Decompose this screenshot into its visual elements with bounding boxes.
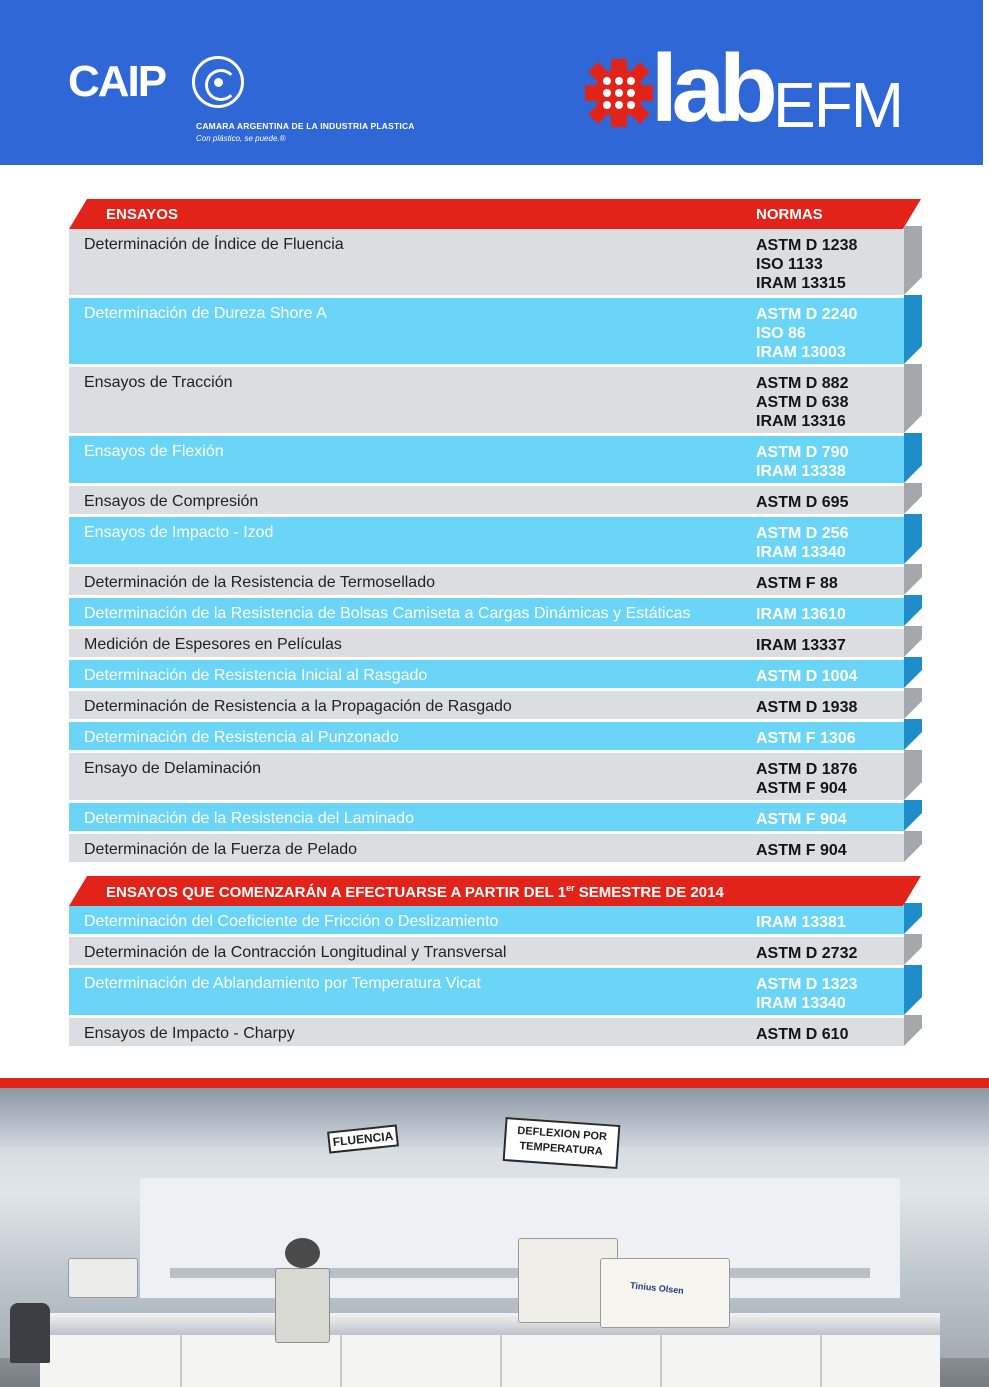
row-normas	[756, 524, 848, 562]
row-3d-side	[904, 800, 922, 831]
row-normas	[756, 605, 846, 624]
lab-text: lab	[651, 35, 772, 142]
norma: ASTM D 695	[756, 494, 849, 511]
gear-dots-icon	[583, 57, 655, 129]
future-heading	[106, 883, 724, 901]
row-ensayo: Determinación de Resistencia al Punzonado	[84, 729, 399, 746]
table-row	[69, 298, 904, 367]
row-ensayo: Determinación de Resistencia Inicial al Rasgado	[84, 667, 428, 684]
caip-name: CAIP	[68, 57, 166, 106]
table-row	[69, 367, 904, 436]
row-3d-side	[904, 595, 922, 626]
norma: ASTM F 88	[756, 575, 838, 592]
norma: IRAM 13316	[756, 413, 846, 430]
row-normas	[756, 975, 857, 1013]
row-ensayo: Medición de Espesores en Películas	[84, 636, 342, 653]
norma: ASTM D 2732	[756, 945, 858, 962]
table-row	[69, 937, 904, 968]
row-ensayo: Ensayo de Delaminación	[84, 760, 261, 777]
cabinet-divider	[500, 1335, 502, 1387]
norma: IRAM 13381	[756, 914, 846, 931]
norma: IRAM 13003	[756, 344, 846, 361]
row-normas	[756, 729, 856, 748]
row-3d-side	[904, 483, 922, 514]
row-ensayo: Determinación de Resistencia a la Propagación de Rasgado	[84, 698, 512, 715]
sign-deflexion-line2: TEMPERATURA	[518, 1140, 604, 1158]
row-normas	[756, 443, 848, 481]
table-row	[69, 660, 904, 691]
row-normas	[756, 944, 857, 963]
efm-text: EFM	[773, 69, 903, 141]
row-3d-side	[904, 831, 922, 862]
row-3d-side	[904, 934, 922, 965]
row-normas	[756, 305, 857, 362]
table-row	[69, 803, 904, 834]
table-row	[69, 968, 904, 1018]
row-ensayo: Ensayos de Compresión	[84, 493, 259, 510]
table-row	[69, 567, 904, 598]
table-row	[69, 753, 904, 803]
row-3d-side	[904, 626, 922, 657]
row-ensayo: Determinación de la Contracción Longitudinal y Transversal	[84, 944, 507, 961]
caip-subtitle: CAMARA ARGENTINA DE LA INDUSTRIA PLASTICA	[196, 121, 415, 131]
row-ensayo: Determinación de Dureza Shore A	[84, 305, 327, 322]
norma: ASTM F 904	[756, 780, 847, 797]
row-ensayo: Ensayos de Tracción	[84, 374, 233, 391]
row-3d-side	[904, 364, 922, 433]
row-ensayo: Determinación de la Fuerza de Pelado	[84, 841, 358, 858]
row-3d-side	[904, 657, 922, 688]
row-normas	[756, 574, 838, 593]
lab-photo	[0, 1088, 989, 1387]
norma: ISO 86	[756, 325, 806, 342]
future-table-header	[69, 876, 904, 906]
row-ensayo: Determinación de la Resistencia del Laminado	[84, 810, 414, 827]
machine-brand: Tinius Olsen	[629, 1280, 685, 1296]
norma: IRAM 13338	[756, 463, 846, 480]
norma: IRAM 13340	[756, 544, 846, 561]
table-row	[69, 629, 904, 660]
row-ensayo: Determinación de la Resistencia de Bolsas Camiseta a Cargas Dinámicas y Estáticas	[84, 605, 691, 622]
row-3d-side	[904, 719, 922, 750]
sign-deflexion-line1: DEFLEXION POR	[516, 1124, 608, 1144]
caip-swirl-icon	[192, 56, 244, 108]
norma: IRAM 13610	[756, 606, 846, 623]
ensayos-table	[69, 199, 904, 865]
row-ensayo: Ensayos de Impacto - Izod	[84, 524, 274, 541]
row-ensayo: Determinación de Índice de Fluencia	[84, 236, 344, 253]
row-3d-side	[904, 433, 922, 483]
norma: ASTM D 1876	[756, 761, 858, 778]
table-row	[69, 906, 904, 937]
row-3d-side	[904, 1015, 922, 1046]
norma: ASTM D 1238	[756, 237, 858, 254]
row-ensayo: Ensayos de Flexión	[84, 443, 224, 460]
norma: ASTM D 2240	[756, 306, 858, 323]
col-normas: NORMAS	[756, 206, 823, 223]
future-ensayos-table	[69, 876, 904, 1049]
row-3d-side	[904, 514, 922, 564]
table-row	[69, 517, 904, 567]
ceiling	[0, 1088, 989, 1148]
row-normas	[756, 760, 857, 798]
norma: ASTM F 904	[756, 811, 847, 828]
row-3d-side	[904, 750, 922, 800]
header	[0, 0, 989, 165]
table-header	[69, 199, 904, 229]
row-normas	[756, 374, 848, 431]
row-normas	[756, 1025, 848, 1044]
lab-chair	[10, 1303, 50, 1363]
row-3d-side	[904, 903, 922, 934]
row-normas	[756, 810, 847, 829]
norma: ASTM D 638	[756, 394, 849, 411]
norma: ASTM F 904	[756, 842, 847, 859]
norma: ASTM D 610	[756, 1026, 849, 1043]
row-3d-side	[904, 295, 922, 364]
row-normas	[756, 667, 857, 686]
table-row	[69, 598, 904, 629]
cabinet-divider	[820, 1335, 822, 1387]
row-ensayo: Ensayos de Impacto - Charpy	[84, 1025, 295, 1042]
table-body	[69, 229, 904, 865]
melt-flow-machine	[275, 1268, 330, 1343]
future-heading-sup: er	[566, 883, 575, 893]
row-ensayo: Determinación de la Resistencia de Termosellado	[84, 574, 435, 591]
sign-fluencia: FLUENCIA	[327, 1124, 399, 1153]
future-heading-pre: ENSAYOS QUE COMENZARÁN A EFECTUARSE A PARTIR DEL 1	[106, 884, 567, 901]
table-row	[69, 436, 904, 486]
row-normas	[756, 493, 848, 512]
table-row	[69, 1018, 904, 1049]
lab-counter	[40, 1313, 940, 1335]
row-3d-side	[904, 564, 922, 595]
norma: IRAM 13315	[756, 275, 846, 292]
norma: ASTM F 1306	[756, 730, 856, 747]
table-row	[69, 486, 904, 517]
row-3d-side	[904, 965, 922, 1015]
row-normas	[756, 236, 857, 293]
cabinet-divider	[340, 1335, 342, 1387]
lab-machine	[68, 1258, 138, 1298]
cabinet-divider	[180, 1335, 182, 1387]
norma: ISO 1133	[756, 256, 823, 273]
row-ensayo: Determinación de Ablandamiento por Temperatura Vicat	[84, 975, 481, 992]
row-normas	[756, 841, 847, 860]
norma: ASTM D 256	[756, 525, 849, 542]
caip-tagline: Con plástico, se puede.®	[196, 134, 286, 143]
lab-machine-top	[285, 1238, 320, 1268]
row-3d-side	[904, 226, 922, 295]
table-row	[69, 722, 904, 753]
future-table-body	[69, 906, 904, 1049]
row-normas	[756, 636, 846, 655]
row-normas	[756, 698, 857, 717]
lab-cabinets	[40, 1335, 940, 1387]
cabinet-divider	[660, 1335, 662, 1387]
sign-deflexion	[503, 1117, 621, 1169]
table-row	[69, 229, 904, 298]
row-normas	[756, 913, 846, 932]
table-row	[69, 834, 904, 865]
norma: ASTM D 1004	[756, 668, 858, 685]
col-ensayos: ENSAYOS	[106, 206, 178, 223]
norma: IRAM 13340	[756, 995, 846, 1012]
table-row	[69, 691, 904, 722]
photo-top-stripe	[0, 1078, 989, 1088]
norma: ASTM D 1323	[756, 976, 858, 993]
norma: ASTM D 790	[756, 444, 849, 461]
norma: ASTM D 882	[756, 375, 849, 392]
norma: ASTM D 1938	[756, 699, 858, 716]
future-heading-post: SEMESTRE DE 2014	[574, 884, 724, 901]
row-ensayo: Determinación del Coeficiente de Fricción o Deslizamiento	[84, 913, 499, 930]
row-3d-side	[904, 688, 922, 719]
norma: IRAM 13337	[756, 637, 846, 654]
